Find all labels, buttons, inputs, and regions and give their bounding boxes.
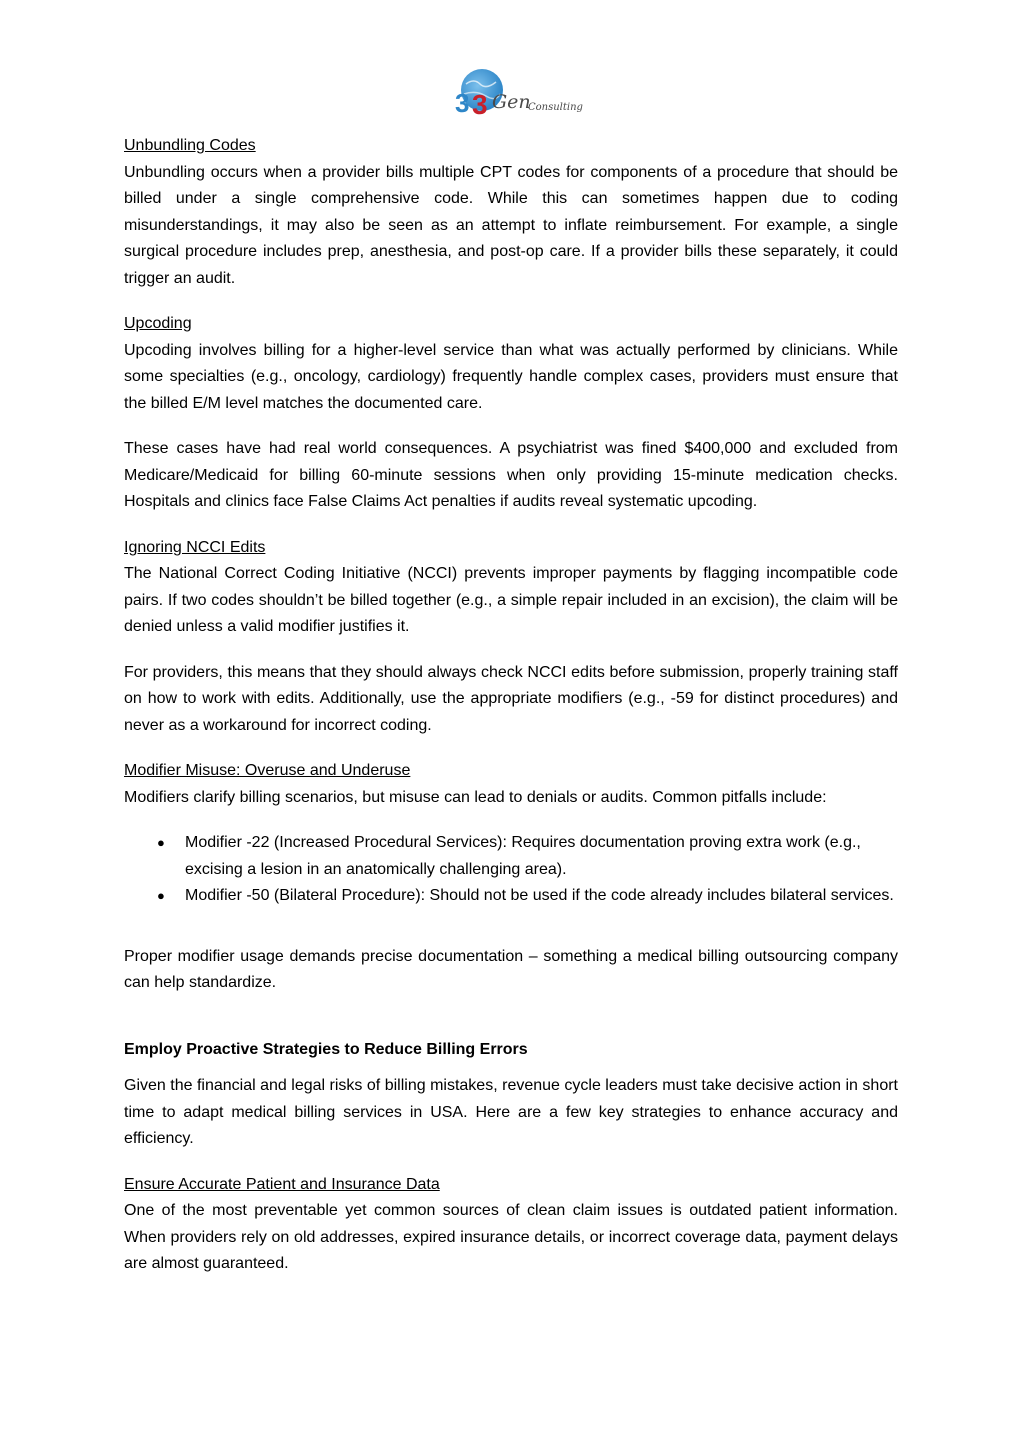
list-item-text: Modifier -50 (Bilateral Procedure): Should not be used if the code already includes bilateral services.: [185, 887, 894, 904]
section-paragraph: Modifiers clarify billing scenarios, but misuse can lead to denials or audits. Common pitfalls include:: [124, 788, 827, 806]
section-paragraph: These cases have had real world consequences. A psychiatrist was fined $400,000 and excluded from Medicare/Medicaid for billing 60-minute sessions when only providing 15-minute medication checks. Hospitals and clinics face False Claims Act penalties if audits reveal systematic upcoding.: [124, 440, 898, 510]
list-item: [124, 830, 898, 883]
document-body: [124, 133, 898, 1278]
logo-tagline: Consulting: [528, 102, 583, 113]
section-ncci: [124, 535, 898, 641]
section-paragraph: One of the most preventable yet common sources of clean claim issues is outdated patient information. When providers rely on old addresses, expired insurance details, or incorrect coverage data, payment delays are almost guaranteed.: [124, 1202, 898, 1272]
section-unbundling: [124, 133, 898, 292]
company-logo: [452, 66, 583, 122]
section-heading: Ignoring NCCI Edits: [124, 538, 266, 556]
logo-number-first: 3: [455, 88, 470, 118]
section-paragraph: For providers, this means that they should always check NCCI edits before submission, properly training staff on how to work with edits. Additionally, use the appropriate modifiers (e.g., -59 for distinct procedures) and never as a workaround for incorrect coding.: [124, 663, 898, 734]
section-patient-data: [124, 1172, 898, 1278]
section-paragraph: The National Correct Coding Initiative (NCCI) prevents improper payments by flagging incompatible code pairs. If two codes shouldn’t be billed together (e.g., a simple repair included in an excision), the claim will be denied unless a valid modifier justifies it.: [124, 565, 898, 635]
bullet-icon: ●: [157, 835, 165, 850]
strategies-intro: Given the financial and legal risks of billing mistakes, revenue cycle leaders must take decisive action in short time to adapt medical billing services in USA. Here are a few key strategies to enhance accuracy and efficiency.: [124, 1077, 898, 1147]
section-heading: Ensure Accurate Patient and Insurance Data: [124, 1175, 440, 1193]
section-paragraph: Proper modifier usage demands precise documentation – something a medical billing outsourcing company can help standardize.: [124, 947, 898, 991]
bullet-icon: ●: [157, 888, 165, 903]
section-heading: Upcoding: [124, 315, 192, 332]
bullet-list: [124, 830, 898, 910]
section-heading: Modifier Misuse: Overuse and Underuse: [124, 762, 411, 779]
section-heading: Unbundling Codes: [124, 137, 256, 154]
list-item-text: Modifier -22 (Increased Procedural Services): Requires documentation proving extra work (e.g., excising a lesion in an anatomically challenging area).: [185, 834, 861, 878]
section-modifiers: [124, 758, 898, 811]
logo-graphic: [452, 66, 583, 122]
section-paragraph: Unbundling occurs when a provider bills multiple CPT codes for components of a procedure that should be billed under a single comprehensive code. While this can sometimes happen due to coding misunderstandings, it may also be seen as an attempt to inflate reimbursement. For example, a single surgical procedure includes prep, anesthesia, and post-op care. If a provider bills these separately, it could trigger an audit.: [124, 163, 898, 287]
list-item: [124, 883, 898, 910]
section-paragraph: Upcoding involves billing for a higher-level service than what was actually performed by clinicians. While some specialties (e.g., oncology, cardiology) frequently handle complex cases, providers must ensure that the billed E/M level matches the documented care.: [124, 341, 898, 412]
logo-number-second: 3: [472, 89, 488, 120]
section-upcoding: [124, 311, 898, 417]
logo-wordmark: Gen: [492, 91, 531, 113]
strategies-heading: Employ Proactive Strategies to Reduce Billing Errors: [124, 1040, 528, 1058]
